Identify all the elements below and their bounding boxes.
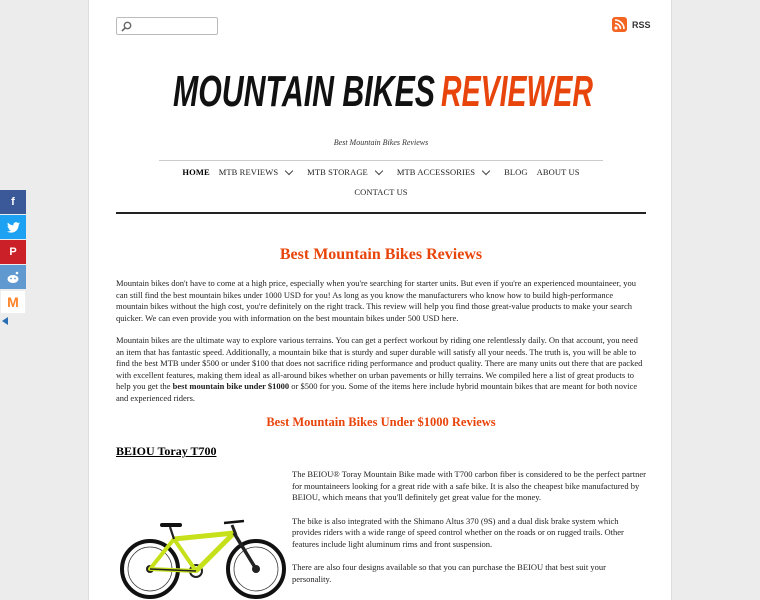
product-block: [116, 469, 646, 600]
logo-text-accent: REVIEWER: [441, 67, 593, 116]
share-sidebar: [0, 190, 26, 315]
reddit-share-button[interactable]: [0, 265, 26, 289]
nav-mtb-reviews[interactable]: MTB REVIEWS: [219, 167, 298, 177]
page-container: [88, 0, 672, 600]
nav-mtb-accessories[interactable]: MTB ACCESSORIES: [397, 167, 495, 177]
mix-icon: M: [7, 294, 19, 310]
nav-divider-top: [159, 160, 603, 161]
rss-icon: [612, 17, 627, 32]
product-paragraph: The bike is also integrated with the Shimano Altus 370 (9S) and a dual disk brake system which provides riders with a wide range of speed control whether on the roads or on rugged trails. Other features include light aluminum rims and front suspension.: [292, 515, 624, 549]
twitter-icon: [7, 222, 20, 233]
intro-paragraph: Mountain bikes don't have to come at a high price, especially when you're searching for starter units. But even if you're an experienced mountaineer, you can still find the best mountain bikes under 1000 USD for you! As long as you know the manufacturers who know how to build high-performance mountain bikes without the high cost, you're definitely on the right track. This review will help you find those great-value products to make your search quicker. We can even provide you with information on the best mountain bikes under 500 USD here.: [116, 278, 636, 323]
share-collapse-icon[interactable]: [2, 317, 8, 325]
search-input[interactable]: [135, 19, 215, 33]
nav-about-us[interactable]: ABOUT US: [536, 167, 580, 177]
pinterest-icon: P: [9, 246, 17, 258]
facebook-icon: f: [11, 196, 15, 208]
site-logo[interactable]: [173, 60, 593, 120]
nav-mtb-storage[interactable]: MTB STORAGE: [307, 167, 388, 177]
section-title: Best Mountain Bikes Under $1000 Reviews: [266, 415, 496, 429]
search-icon: [121, 21, 132, 32]
nav-divider-bottom: [116, 212, 646, 214]
page-title: Best Mountain Bikes Reviews: [279, 246, 483, 263]
pinterest-share-button[interactable]: [0, 240, 26, 264]
nav-contact-us[interactable]: CONTACT US: [354, 187, 408, 197]
product-image-bike[interactable]: [116, 511, 292, 600]
logo-text-main: MOUNTAIN BIKES: [173, 67, 435, 116]
nav-blog[interactable]: BLOG: [504, 167, 528, 177]
site-tagline: Best Mountain Bikes Reviews: [333, 138, 429, 147]
search-box[interactable]: [116, 17, 218, 35]
chevron-down-icon: [375, 166, 383, 174]
chevron-down-icon: [482, 166, 490, 174]
chevron-down-icon: [285, 166, 293, 174]
rss-link[interactable]: [612, 17, 651, 32]
facebook-share-button[interactable]: [0, 190, 26, 214]
twitter-share-button[interactable]: [0, 215, 26, 239]
nav-home[interactable]: HOME: [182, 167, 210, 177]
product-paragraph: The BEIOU® Toray Mountain Bike made with T700 carbon fiber is considered to be the perfect partner for mountaineers looking for a great ride with a safe bike. It is also the cheapest bike manufactured by BEIOU, which means that you'll definitely get great value for the money.: [292, 469, 646, 502]
rss-label: RSS: [632, 19, 651, 30]
main-nav: [89, 167, 673, 197]
body-paragraph: Mountain bikes are the ultimate way to explore various terrains. You can get a perfect workout by riding one relentlessly daily. On that account, you need an item that has fantastic speed. Additionally, a mountain bike that is sturdy and super durable will satisfy all your needs. The truth is, you will be able to find the best MTB under $500 or under $100 that does not sacrifice riding performance and product quality. There are many units out there that are packed with excellent features, making them ideal as all-around bikes whether on urban pavements or hilly terrains. We compiled here a list of great products to help you get the best mountain bike under $1000 or $500 for you. Some of the items here include hybrid mountain bikes that are meant for both novice and experienced riders.: [116, 335, 643, 403]
bold-phrase: best mountain bike under $1000: [172, 381, 290, 391]
product-paragraph: There are also four designs available so that you can purchase the BEIOU that best suit your personality.: [292, 562, 606, 584]
main-content: [116, 246, 646, 600]
reddit-icon: [6, 271, 20, 284]
product-title-link[interactable]: BEIOU Toray T700: [116, 444, 217, 458]
mix-share-button[interactable]: [0, 290, 26, 314]
